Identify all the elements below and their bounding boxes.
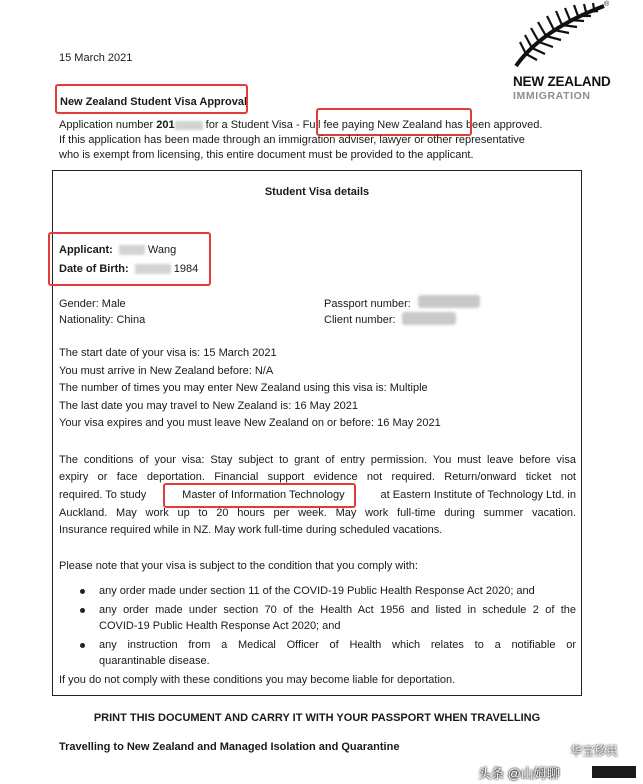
letter-heading: New Zealand Student Visa Approval xyxy=(60,96,248,108)
watermark-redaction xyxy=(592,766,636,778)
arrive-before: You must arrive in New Zealand before: N/A xyxy=(59,365,274,377)
bullet-1: any order made under section 11 of the COVID-19 Public Health Response Act 2020; and xyxy=(99,585,535,597)
details-title: Student Visa details xyxy=(264,186,370,198)
letter-date: 15 March 2021 xyxy=(59,52,133,64)
conditions-line4: Auckland. May work up to 20 hours per week. May work full-time during summer vacation. xyxy=(59,507,576,519)
compliance-note: Please note that your visa is subject to the condition that you comply with: xyxy=(59,560,418,572)
bullet-3-line2: quarantinable disease. xyxy=(99,655,210,667)
print-notice: PRINT THIS DOCUMENT AND CARRY IT WITH YOUR PASSPORT WHEN TRAVELLING xyxy=(93,712,541,724)
conditions-line2: expiry or face deportation. Financial support evidence not required. Return/onward ticket not xyxy=(59,471,576,483)
applicant-row: Applicant: Wang xyxy=(59,244,177,256)
bullet-3-line1: any instruction from a Medical Officer of Health which relates to a notifiable or xyxy=(99,639,576,651)
expiry-date: Your visa expires and you must leave New Zealand on or before: 16 May 2021 xyxy=(59,417,441,429)
client-number: Client number: xyxy=(324,314,396,326)
last-travel-date: The last date you may travel to New Zealand is: 16 May 2021 xyxy=(59,400,358,412)
nz-immigration-logo xyxy=(510,2,614,102)
watermark-top: 华宝移民 xyxy=(570,744,619,758)
passport-number: Passport number: xyxy=(324,298,411,310)
registered-mark: ® xyxy=(604,1,610,8)
application-line: Application number 201 for a Student Visa - Full fee paying New Zealand has been approved. xyxy=(59,119,543,131)
watermark-bottom: 头条 @山姆聊 xyxy=(478,766,560,781)
bullet-1-dot xyxy=(80,589,85,594)
bullet-2-dot xyxy=(80,608,85,613)
highlight-heading xyxy=(55,84,248,114)
highlight-visa-type xyxy=(316,108,472,136)
bullet-3-dot xyxy=(80,643,85,648)
nationality: Nationality: China xyxy=(59,314,146,326)
highlight-applicant xyxy=(48,232,211,286)
highlight-course xyxy=(163,483,356,508)
travel-heading: Travelling to New Zealand and Managed Isolation and Quarantine xyxy=(59,741,400,753)
conditions-line5: Insurance required while in NZ. May work full-time during scheduled vacations. xyxy=(59,524,443,536)
silver-fern-icon xyxy=(512,2,612,72)
gender: Gender: Male xyxy=(59,298,126,310)
logo-line1: NEW ZEALAND xyxy=(513,74,611,89)
deportation-warning: If you do not comply with these conditions you may become liable for deportation. xyxy=(59,674,456,686)
bullet-2-line2: COVID-19 Public Health Response Act 2020; and xyxy=(99,620,341,632)
intro-line3: who is exempt from licensing, this entire document must be provided to the applicant. xyxy=(59,149,474,161)
redacted-client xyxy=(402,312,456,325)
conditions-line1: The conditions of your visa: Stay subject to grant of entry permission. You must leave before visa xyxy=(59,454,576,466)
start-date: The start date of your visa is: 15 March 2021 xyxy=(59,347,277,359)
dob-row: Date of Birth: 1984 xyxy=(59,263,199,275)
logo-line2: IMMIGRATION xyxy=(513,90,591,102)
bullet-2-line1: any order made under section 70 of the Health Act 1956 and listed in schedule 2 of the xyxy=(99,604,576,616)
intro-line2: If this application has been made through an immigration adviser, lawyer or other representative xyxy=(59,134,525,146)
entries: The number of times you may enter New Zealand using this visa is: Multiple xyxy=(59,382,428,394)
redacted-passport xyxy=(418,295,480,308)
conditions-line3: required. To study Master of Information Technology at Eastern Institute of Technology Ltd. in xyxy=(59,489,576,501)
